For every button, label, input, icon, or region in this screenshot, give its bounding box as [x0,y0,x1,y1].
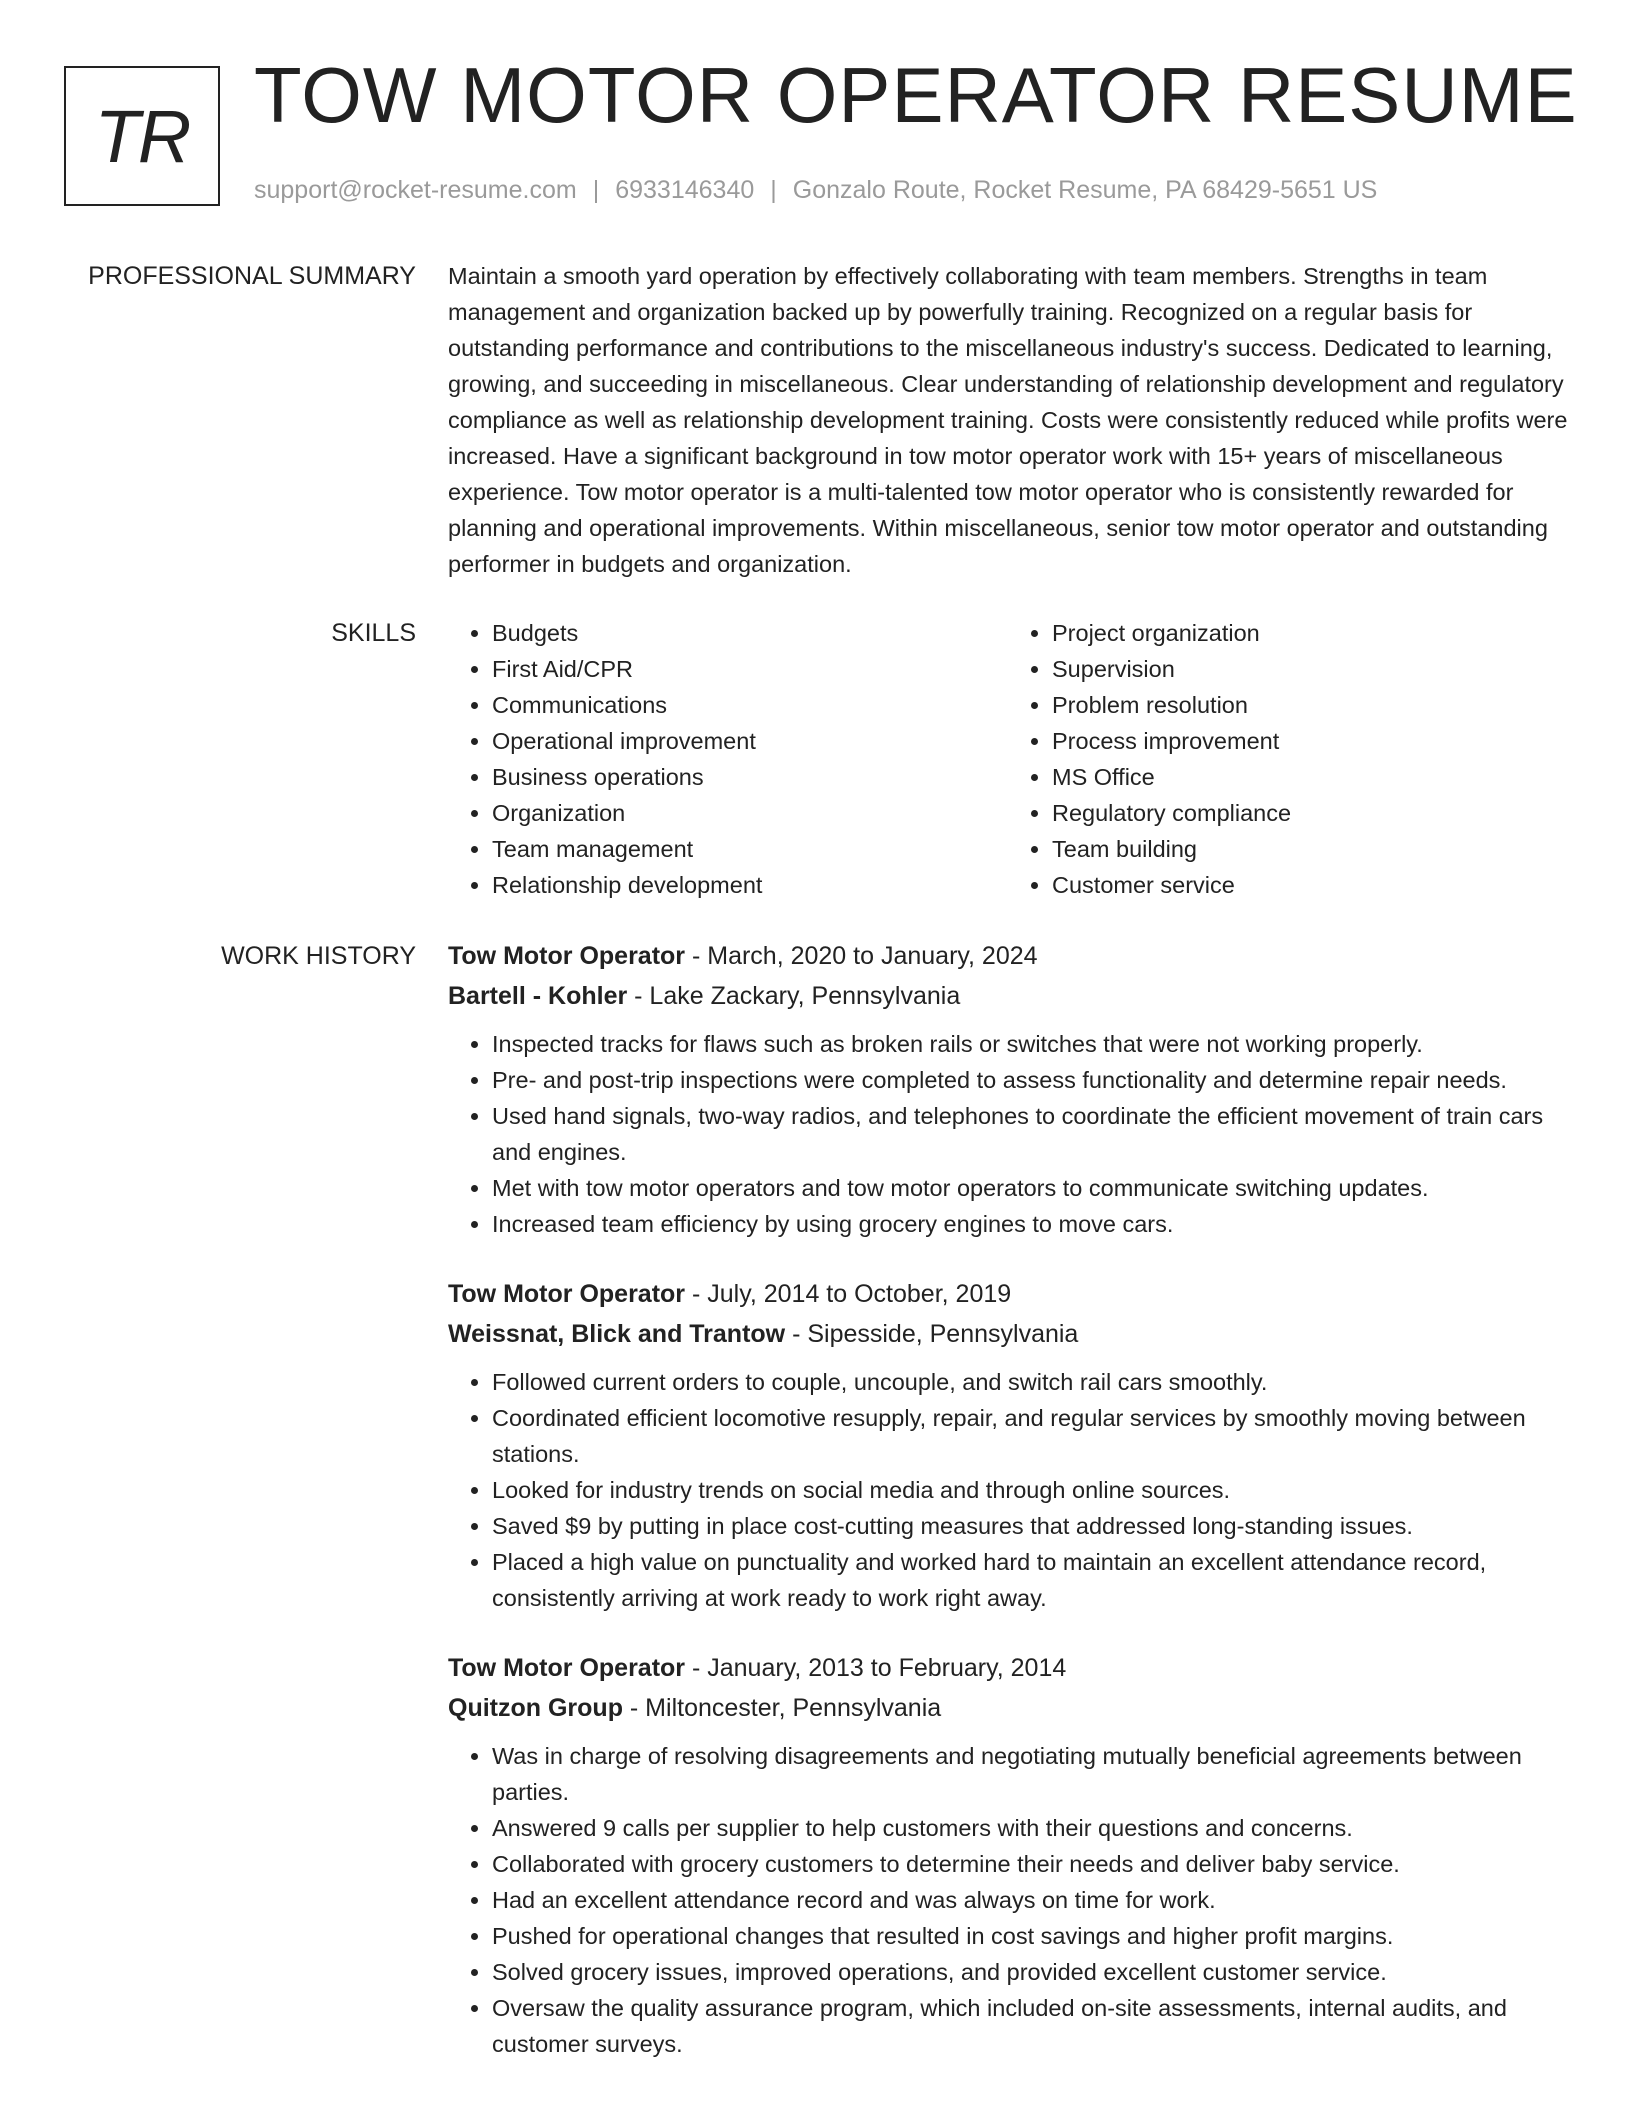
job-entry [448,1648,1568,2062]
job-company-line [448,1688,1568,1728]
job-entry [448,936,1568,1242]
job-dates: - July, 2014 to October, 2019 [685,1280,1012,1308]
contact-phone: 6933146340 [615,176,755,204]
skill-item: • Customer service [1052,867,1568,903]
job-company-line [448,976,1568,1016]
skill-item: • Supervision [1052,651,1568,687]
contact-address: Gonzalo Route, Rocket Resume, PA 68429-5651 US [792,176,1378,204]
monogram-logo [64,66,220,206]
job-bullet: • Pre- and post-trip inspections were completed to assess functionality and determine repair needs. [492,1062,1568,1098]
skill-item: • Project organization [1052,615,1568,651]
job-bullet: • Oversaw the quality assurance program, which included on-site assessments, internal audits, and customer surveys. [492,1990,1568,2062]
job-bullet: • Had an excellent attendance record and was always on time for work. [492,1882,1568,1918]
job-bullet: • Was in charge of resolving disagreements and negotiating mutually beneficial agreements between parties. [492,1738,1568,1810]
job-bullet-list [448,1026,1568,1242]
job-company: Bartell - Kohler [448,982,628,1010]
job-bullet: • Coordinated efficient locomotive resupply, repair, and regular services by smoothly moving between stations. [492,1400,1568,1472]
skill-item: • Team management [492,831,1008,867]
skill-item: • Budgets [492,615,1008,651]
job-bullet: • Placed a high value on punctuality and worked hard to maintain an excellent attendance record, consistently arriving at work ready to work right away. [492,1544,1568,1616]
job-title: Tow Motor Operator [448,942,686,970]
skill-item: • Communications [492,687,1008,723]
work-history-heading: WORK HISTORY [221,942,416,970]
skills-heading: SKILLS [331,619,416,647]
job-title-line [448,1648,1568,1688]
skill-item: • Team building [1052,831,1568,867]
skills-body [448,615,1568,903]
job-bullet: • Saved $9 by putting in place cost-cutting measures that addressed long-standing issues. [492,1508,1568,1544]
job-bullet-list [448,1738,1568,2062]
resume-title: TOW MOTOR OPERATOR RESUME [254,51,1578,139]
job-bullet: • Met with tow motor operators and tow motor operators to communicate switching updates. [492,1170,1568,1206]
job-bullet-list [448,1364,1568,1616]
skills-list-left [448,615,1008,903]
contact-separator: | [592,176,600,204]
skill-item: • First Aid/CPR [492,651,1008,687]
job-location: - Sipesside, Pennsylvania [785,1320,1079,1348]
job-title: Tow Motor Operator [448,1654,686,1682]
job-dates: - March, 2020 to January, 2024 [685,942,1038,970]
summary-text: Maintain a smooth yard operation by effectively collaborating with team members. Strengths in team management and organization backed up by powerfully training. Recognized on a regular basis for outstanding performance and contributions to the miscellaneous industry's success. Dedicated to learning, growing, and succeeding in miscellaneous. Clear understanding of relationship development and regulatory compliance as well as relationship development training. Costs were consistently reduced while profits were increased. Have a significant background in tow motor operator work with 15+ years of miscellaneous experience. Tow motor operator is a multi-talented tow motor operator who is consistently rewarded for planning and operational improvements. Within miscellaneous, senior tow motor operator and outstanding performer in budgets and organization. [448,263,1568,577]
job-company: Weissnat, Blick and Trantow [448,1320,786,1348]
skill-item: • Regulatory compliance [1052,795,1568,831]
summary-body [448,258,1568,582]
job-bullet: • Pushed for operational changes that resulted in cost savings and higher profit margins. [492,1918,1568,1954]
job-bullet: • Looked for industry trends on social media and through online sources. [492,1472,1568,1508]
contact-line [254,176,1377,205]
job-bullet: • Solved grocery issues, improved operations, and provided excellent customer service. [492,1954,1568,1990]
skill-item: • Operational improvement [492,723,1008,759]
skills-columns [448,615,1568,903]
job-bullet: • Used hand signals, two-way radios, and telephones to coordinate the efficient movement of train cars and engines. [492,1098,1568,1170]
job-title: Tow Motor Operator [448,1280,686,1308]
job-dates: - January, 2013 to February, 2014 [685,1654,1067,1682]
job-entry [448,1274,1568,1616]
skill-item: • Relationship development [492,867,1008,903]
contact-separator: | [770,176,777,204]
job-bullet: • Answered 9 calls per supplier to help customers with their questions and concerns. [492,1810,1568,1846]
summary-heading: PROFESSIONAL SUMMARY [88,262,416,290]
skill-item: • Organization [492,795,1008,831]
job-bullet: • Followed current orders to couple, uncouple, and switch rail cars smoothly. [492,1364,1568,1400]
skill-item: • Problem resolution [1052,687,1568,723]
job-title-line [448,1274,1568,1314]
job-company-line [448,1314,1568,1354]
job-location: - Miltoncester, Pennsylvania [622,1694,942,1722]
job-title-line [448,936,1568,976]
work-history-body [448,936,1568,2094]
skill-item: • Process improvement [1052,723,1568,759]
job-company: Quitzon Group [448,1694,623,1722]
skill-item: • MS Office [1052,759,1568,795]
job-location: - Lake Zackary, Pennsylvania [627,982,961,1010]
job-bullet: • Collaborated with grocery customers to determine their needs and deliver baby service. [492,1846,1568,1882]
contact-email: support@rocket-resume.com [254,176,577,204]
monogram-text: TR [94,94,190,178]
skills-list-right [1008,615,1568,903]
job-bullet: • Increased team efficiency by using grocery engines to move cars. [492,1206,1568,1242]
job-bullet: • Inspected tracks for flaws such as broken rails or switches that were not working properly. [492,1026,1568,1062]
skill-item: • Business operations [492,759,1008,795]
